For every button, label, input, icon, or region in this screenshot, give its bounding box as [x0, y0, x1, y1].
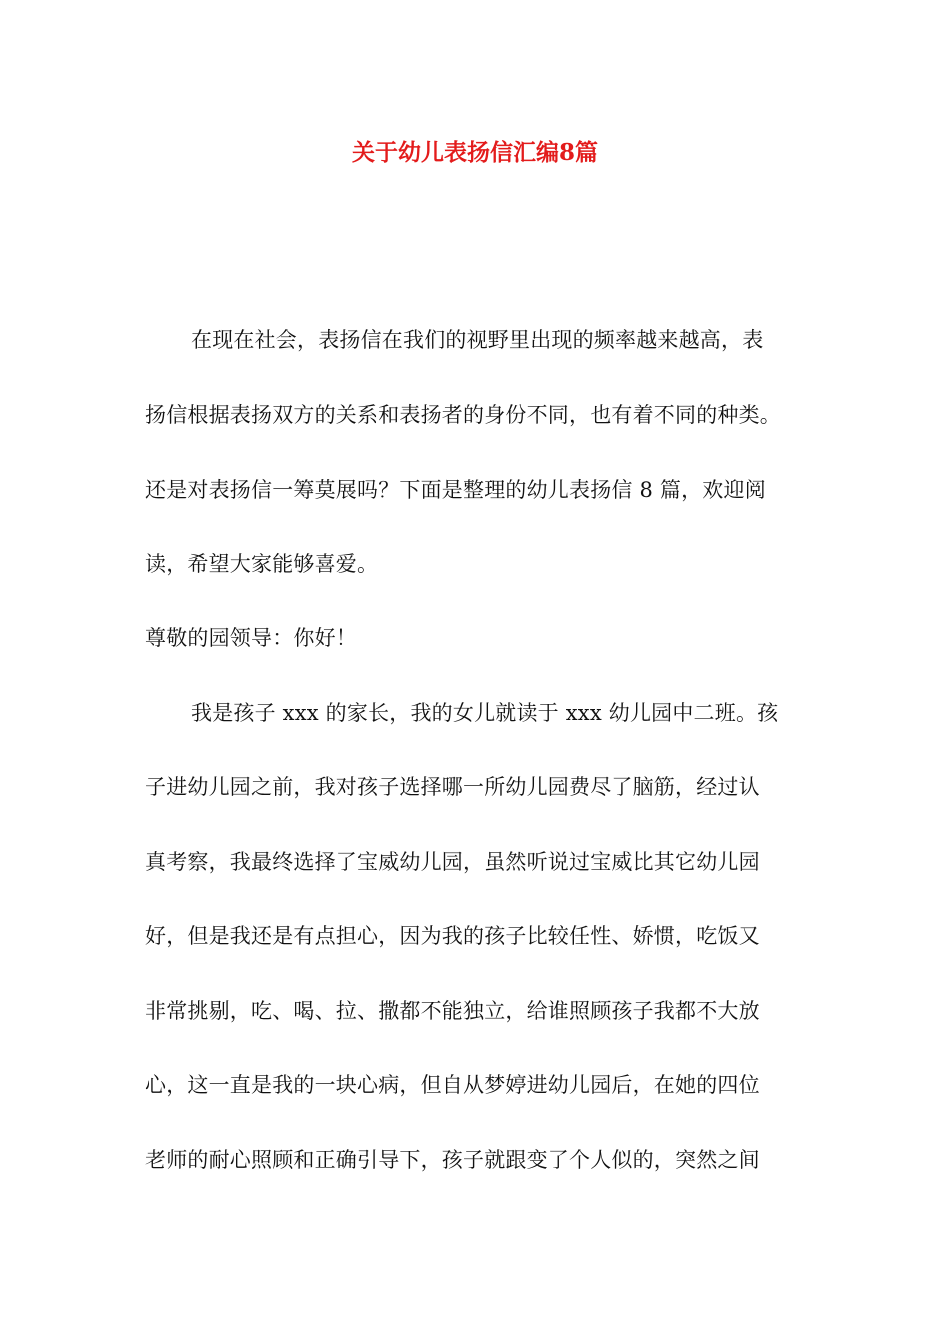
paragraph-line-6: 我是孩子 xxx 的家长，我的女儿就读于 xxx 幼儿园中二班。孩: [191, 701, 779, 725]
paragraph-line-3: 还是对表扬信一筹莫展吗？下面是整理的幼儿表扬信 8 篇，欢迎阅: [145, 478, 766, 502]
document-title: 关于幼儿表扬信汇编8篇: [351, 139, 598, 166]
paragraph-line-1: 在现在社会，表扬信在我们的视野里出现的频率越来越高，表: [191, 328, 764, 352]
paragraph-line-9: 好，但是我还是有点担心，因为我的孩子比较任性、娇惯，吃饭又: [145, 924, 760, 948]
paragraph-line-7: 子进幼儿园之前，我对孩子选择哪一所幼儿园费尽了脑筋，经过认: [145, 775, 760, 799]
paragraph-line-2: 扬信根据表扬双方的关系和表扬者的身份不同，也有着不同的种类。: [145, 403, 781, 427]
paragraph-line-12: 老师的耐心照顾和正确引导下，孩子就跟变了个人似的，突然之间: [145, 1148, 760, 1172]
salutation-line: 尊敬的园领导：你好！: [145, 626, 357, 650]
paragraph-line-4: 读，希望大家能够喜爱。: [145, 552, 379, 576]
paragraph-line-10: 非常挑剔，吃、喝、拉、撒都不能独立，给谁照顾孩子我都不大放: [145, 999, 760, 1023]
paragraph-line-8: 真考察，我最终选择了宝威幼儿园，虽然听说过宝威比其它幼儿园: [145, 850, 760, 874]
paragraph-line-11: 心，这一直是我的一块心病，但自从梦婷进幼儿园后，在她的四位: [145, 1073, 760, 1097]
